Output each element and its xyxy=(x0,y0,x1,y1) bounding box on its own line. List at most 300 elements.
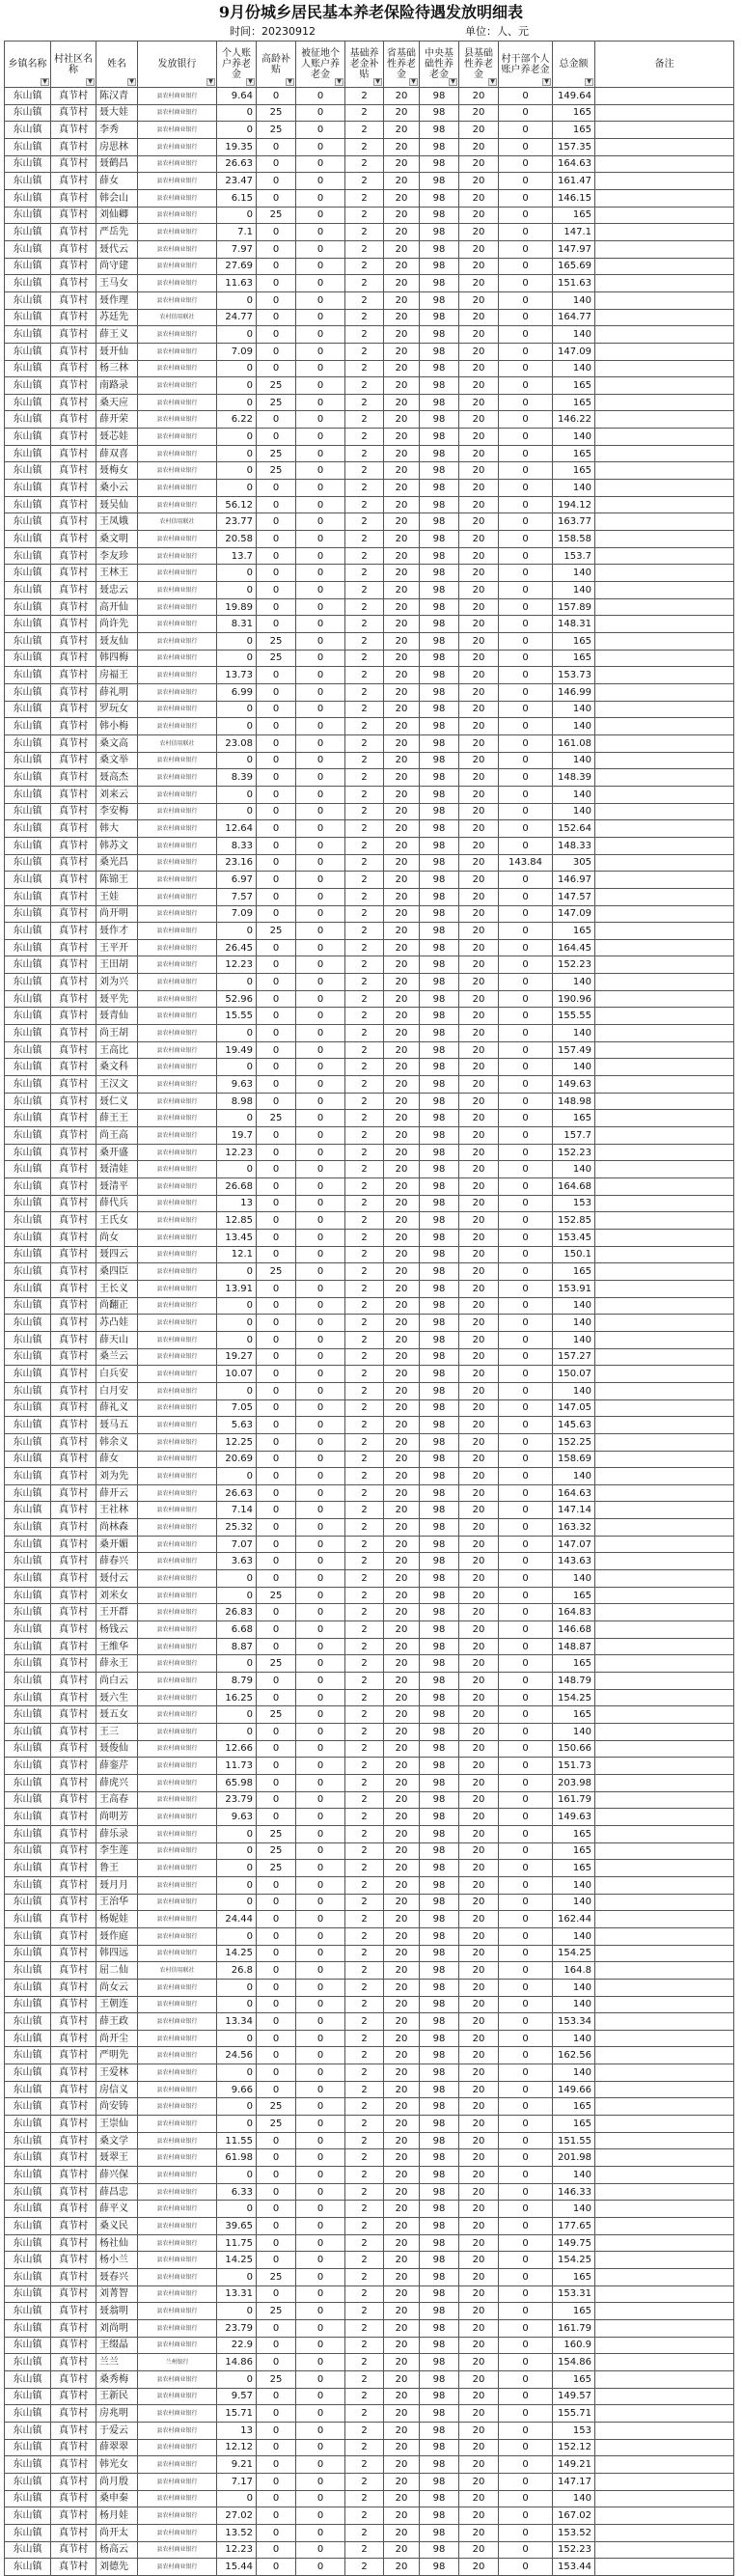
table-cell: 2 xyxy=(345,1689,384,1706)
table-cell: 0 xyxy=(499,343,553,360)
table-cell: 2 xyxy=(345,1263,384,1281)
table-cell: 20 xyxy=(384,1604,420,1621)
table-row xyxy=(5,2201,734,2218)
table-cell: 真节村 xyxy=(51,2047,96,2064)
table-cell: 东山镇 xyxy=(5,1246,51,1263)
table-row xyxy=(5,718,734,735)
table-cell: 0 xyxy=(296,650,345,667)
table-cell: 真节村 xyxy=(51,1519,96,1537)
table-cell: 15.44 xyxy=(217,2559,257,2576)
table-cell: 98 xyxy=(420,155,459,173)
table-cell: 真节村 xyxy=(51,343,96,360)
table-cell: 20 xyxy=(459,2013,499,2031)
table-cell: 20 xyxy=(384,1110,420,1127)
table-cell: 县农村商业银行 xyxy=(138,2030,217,2047)
table-row xyxy=(5,429,734,446)
table-cell: 0 xyxy=(217,1842,257,1860)
table-cell xyxy=(595,2541,734,2559)
table-cell: 25 xyxy=(257,377,296,395)
table-cell: 0 xyxy=(296,616,345,633)
table-cell: 薛春兴 xyxy=(96,1553,138,1570)
filter-dropdown-icon[interactable]: ▼ xyxy=(542,78,551,86)
table-cell: 0 xyxy=(217,122,257,139)
table-cell: 东山镇 xyxy=(5,2370,51,2388)
filter-dropdown-icon[interactable]: ▼ xyxy=(488,78,497,86)
table-cell: 2 xyxy=(345,496,384,513)
table-cell: 0 xyxy=(257,547,296,565)
table-cell: 148.87 xyxy=(553,1638,595,1655)
table-cell: 2 xyxy=(345,803,384,820)
table-cell: 东山镇 xyxy=(5,1724,51,1741)
table-row xyxy=(5,1519,734,1537)
table-cell: 20 xyxy=(384,1433,420,1451)
table-row xyxy=(5,1758,734,1775)
table-cell: 东山镇 xyxy=(5,309,51,326)
table-cell: 刘尚明 xyxy=(96,2319,138,2337)
table-cell: 真节村 xyxy=(51,1774,96,1791)
table-cell: 罗玩女 xyxy=(96,701,138,718)
table-cell: 0 xyxy=(257,2422,296,2439)
table-cell: 149.63 xyxy=(553,1809,595,1826)
table-cell: 98 xyxy=(420,837,459,854)
table-cell: 0 xyxy=(257,1178,296,1196)
table-cell: 0 xyxy=(296,88,345,105)
table-cell: 20 xyxy=(384,1536,420,1553)
table-cell: 聂翠王 xyxy=(96,2149,138,2167)
table-cell: 真节村 xyxy=(51,1144,96,1161)
table-cell: 20 xyxy=(384,1076,420,1094)
table-cell xyxy=(595,2183,734,2201)
table-cell: 0 xyxy=(499,1263,553,1281)
table-cell: 20 xyxy=(459,2559,499,2576)
table-cell: 20 xyxy=(384,2218,420,2235)
table-cell: 杨高云 xyxy=(96,2541,138,2559)
table-cell: 0 xyxy=(499,462,553,480)
table-row xyxy=(5,990,734,1008)
table-cell: 0 xyxy=(257,309,296,326)
table-cell: 20 xyxy=(384,1621,420,1639)
table-cell: 县农村商业银行 xyxy=(138,1451,217,1468)
table-cell: 98 xyxy=(420,1468,459,1485)
table-cell xyxy=(595,956,734,974)
table-cell: 县农村商业银行 xyxy=(138,2422,217,2439)
table-cell: 165 xyxy=(553,650,595,667)
table-cell: 0 xyxy=(296,1246,345,1263)
table-cell: 县农村商业银行 xyxy=(138,411,217,429)
table-cell: 0 xyxy=(499,752,553,769)
table-cell: 140 xyxy=(553,1894,595,1911)
table-cell: 聂大娃 xyxy=(96,104,138,122)
table-cell: 0 xyxy=(217,1996,257,2013)
table-cell: 0 xyxy=(257,2541,296,2559)
table-cell: 27.69 xyxy=(217,258,257,275)
table-cell: 98 xyxy=(420,2234,459,2252)
table-cell: 2 xyxy=(345,173,384,190)
table-cell: 157.7 xyxy=(553,1127,595,1145)
table-cell: 0 xyxy=(499,1996,553,2013)
table-cell: 20 xyxy=(384,1417,420,1434)
table-cell: 苏廷先 xyxy=(96,309,138,326)
table-cell: 98 xyxy=(420,2149,459,2167)
table-cell: 20 xyxy=(384,1399,420,1417)
table-cell: 0 xyxy=(257,786,296,803)
table-cell: 20 xyxy=(384,173,420,190)
table-cell: 140 xyxy=(553,974,595,991)
table-cell: 2 xyxy=(345,2370,384,2388)
table-cell: 7.09 xyxy=(217,343,257,360)
table-row xyxy=(5,1246,734,1263)
table-cell xyxy=(595,1673,734,1690)
table-cell: 王汉文 xyxy=(96,1076,138,1094)
table-cell: 东山镇 xyxy=(5,1195,51,1212)
table-cell: 县农村商业银行 xyxy=(138,1178,217,1196)
table-cell: 2 xyxy=(345,513,384,531)
table-cell: 20 xyxy=(459,1689,499,1706)
table-cell: 0 xyxy=(257,88,296,105)
table-cell xyxy=(595,1809,734,1826)
table-cell xyxy=(595,1178,734,1196)
filter-dropdown-icon[interactable]: ▼ xyxy=(86,78,95,86)
table-cell: 20 xyxy=(459,343,499,360)
table-cell: 东山镇 xyxy=(5,1860,51,1877)
table-cell: 县农村商业银行 xyxy=(138,905,217,923)
table-cell: 25 xyxy=(257,1825,296,1842)
table-cell xyxy=(595,905,734,923)
table-cell: 98 xyxy=(420,2490,459,2507)
table-cell xyxy=(595,462,734,480)
table-cell: 县农村商业银行 xyxy=(138,1740,217,1758)
table-cell: 2 xyxy=(345,1110,384,1127)
table-cell: 20 xyxy=(459,820,499,838)
table-cell: 县农村商业银行 xyxy=(138,1911,217,1928)
table-cell: 147.1 xyxy=(553,224,595,241)
table-cell: 县农村商业银行 xyxy=(138,598,217,616)
table-cell: 东山镇 xyxy=(5,956,51,974)
table-cell: 0 xyxy=(296,2541,345,2559)
filter-dropdown-icon[interactable]: ▼ xyxy=(373,78,382,86)
table-cell: 真节村 xyxy=(51,718,96,735)
table-cell: 0 xyxy=(296,2013,345,2031)
table-cell: 98 xyxy=(420,1399,459,1417)
table-cell: 0 xyxy=(499,326,553,344)
table-cell: 0 xyxy=(296,1025,345,1042)
table-cell: 2 xyxy=(345,1025,384,1042)
table-row xyxy=(5,1144,734,1161)
table-cell: 0 xyxy=(217,1161,257,1178)
table-cell: 20 xyxy=(384,820,420,838)
table-cell: 2 xyxy=(345,1246,384,1263)
date-label: 时间：20230912 xyxy=(230,25,316,38)
table-cell: 县农村商业银行 xyxy=(138,547,217,565)
table-cell: 刘米女 xyxy=(96,1587,138,1604)
column-header-label: 姓名 xyxy=(107,59,126,69)
table-cell: 5.63 xyxy=(217,1417,257,1434)
table-row xyxy=(5,2559,734,2576)
table-cell: 158.58 xyxy=(553,531,595,548)
table-cell: 真节村 xyxy=(51,939,96,956)
table-cell: 98 xyxy=(420,1724,459,1741)
table-cell: 20 xyxy=(384,88,420,105)
table-cell: 0 xyxy=(499,820,553,838)
table-cell: 0 xyxy=(296,1399,345,1417)
table-cell: 0 xyxy=(296,2047,345,2064)
table-cell: 0 xyxy=(257,1280,296,1297)
filter-dropdown-icon[interactable]: ▼ xyxy=(41,78,49,86)
table-cell: 164.83 xyxy=(553,1604,595,1621)
table-cell: 0 xyxy=(217,1979,257,1996)
table-cell: 真节村 xyxy=(51,2370,96,2388)
table-cell: 县农村商业银行 xyxy=(138,1860,217,1877)
table-cell: 20 xyxy=(459,990,499,1008)
filter-dropdown-icon[interactable]: ▼ xyxy=(206,78,215,86)
table-cell: 真节村 xyxy=(51,2354,96,2371)
table-cell: 0 xyxy=(499,480,553,497)
table-cell: 0 xyxy=(499,582,553,599)
table-cell: 25 xyxy=(257,633,296,651)
table-cell: 聂吴仙 xyxy=(96,496,138,513)
table-cell: 0 xyxy=(257,1144,296,1161)
table-cell: 0 xyxy=(296,513,345,531)
table-cell: 0 xyxy=(257,2064,296,2082)
table-cell: 真节村 xyxy=(51,429,96,446)
table-cell: 东山镇 xyxy=(5,138,51,155)
table-cell: 162.44 xyxy=(553,1911,595,1928)
table-cell: 153.52 xyxy=(553,2524,595,2541)
table-cell: 0 xyxy=(499,2132,553,2149)
table-cell xyxy=(595,1706,734,1724)
table-row xyxy=(5,1433,734,1451)
table-cell: 20 xyxy=(459,1553,499,1570)
table-cell: 真节村 xyxy=(51,2456,96,2474)
table-cell: 0 xyxy=(257,2047,296,2064)
table-cell: 157.89 xyxy=(553,598,595,616)
table-cell: 154.25 xyxy=(553,2252,595,2269)
table-cell: 真节村 xyxy=(51,1059,96,1076)
table-cell: 2 xyxy=(345,2116,384,2133)
table-cell: 真节村 xyxy=(51,956,96,974)
table-row xyxy=(5,752,734,769)
table-cell: 0 xyxy=(257,224,296,241)
table-cell: 0 xyxy=(499,1008,553,1025)
filter-dropdown-icon[interactable]: ▼ xyxy=(286,78,294,86)
table-cell: 2 xyxy=(345,1484,384,1502)
table-cell: 东山镇 xyxy=(5,2047,51,2064)
table-row xyxy=(5,1366,734,1383)
filter-dropdown-icon[interactable]: ▼ xyxy=(335,78,344,86)
table-cell xyxy=(595,122,734,139)
table-cell: 县农村商业银行 xyxy=(138,1127,217,1145)
table-cell xyxy=(595,155,734,173)
table-cell: 0 xyxy=(257,1876,296,1894)
table-cell xyxy=(595,2132,734,2149)
table-cell: 真节村 xyxy=(51,1655,96,1673)
table-cell: 25 xyxy=(257,2116,296,2133)
table-cell: 县农村商业银行 xyxy=(138,2405,217,2423)
table-cell xyxy=(595,2370,734,2388)
table-cell: 0 xyxy=(499,718,553,735)
table-cell: 6.33 xyxy=(217,2183,257,2201)
table-cell: 0 xyxy=(499,2370,553,2388)
table-cell: 0 xyxy=(257,939,296,956)
table-cell: 0 xyxy=(257,2405,296,2423)
table-cell: 20 xyxy=(384,155,420,173)
filter-dropdown-icon[interactable]: ▼ xyxy=(409,78,418,86)
table-cell: 0 xyxy=(296,1263,345,1281)
table-cell: 6.97 xyxy=(217,872,257,889)
table-cell: 0 xyxy=(499,309,553,326)
table-cell: 东山镇 xyxy=(5,1809,51,1826)
table-cell: 真节村 xyxy=(51,734,96,752)
table-cell: 0 xyxy=(257,1774,296,1791)
table-cell: 房兆明 xyxy=(96,2405,138,2423)
table-cell: 20 xyxy=(459,1382,499,1399)
table-cell: 20 xyxy=(459,88,499,105)
table-cell: 县农村商业银行 xyxy=(138,769,217,787)
table-cell: 20 xyxy=(459,1178,499,1196)
table-cell: 0 xyxy=(499,1740,553,1758)
table-cell xyxy=(595,1366,734,1383)
table-cell: 20 xyxy=(384,496,420,513)
table-cell: 20 xyxy=(384,888,420,905)
table-cell: 县农村商业银行 xyxy=(138,1502,217,1519)
table-row xyxy=(5,2303,734,2320)
filter-dropdown-icon[interactable]: ▼ xyxy=(449,78,457,86)
table-cell: 20 xyxy=(384,2285,420,2303)
table-cell: 0 xyxy=(499,1433,553,1451)
table-cell: 2 xyxy=(345,1519,384,1537)
table-cell: 0 xyxy=(499,291,553,309)
table-cell: 98 xyxy=(420,1178,459,1196)
table-cell: 20 xyxy=(459,2541,499,2559)
table-cell: 0 xyxy=(499,104,553,122)
table-cell: 9.21 xyxy=(217,2456,257,2474)
table-cell: 0 xyxy=(499,1382,553,1399)
table-cell: 真节村 xyxy=(51,411,96,429)
table-cell: 县农村商业银行 xyxy=(138,2183,217,2201)
table-cell: 尚明芳 xyxy=(96,1809,138,1826)
table-cell: 98 xyxy=(420,667,459,684)
table-cell: 县农村商业银行 xyxy=(138,1791,217,1809)
table-cell: 0 xyxy=(499,445,553,462)
table-cell: 6.99 xyxy=(217,683,257,701)
table-cell: 县农村商业银行 xyxy=(138,2234,217,2252)
filter-dropdown-icon[interactable]: ▼ xyxy=(246,78,255,86)
table-cell: 0 xyxy=(257,2507,296,2525)
table-cell: 于爱云 xyxy=(96,2422,138,2439)
table-cell: 0 xyxy=(296,1008,345,1025)
table-cell: 145.63 xyxy=(553,1417,595,1434)
table-cell: 真节村 xyxy=(51,2439,96,2456)
table-cell: 0 xyxy=(257,1297,296,1315)
table-row xyxy=(5,480,734,497)
table-cell: 0 xyxy=(257,1791,296,1809)
table-cell: 20 xyxy=(459,1280,499,1297)
table-cell: 0 xyxy=(499,547,553,565)
column-header xyxy=(595,42,734,88)
table-cell: 县农村商业银行 xyxy=(138,1212,217,1230)
table-cell: 23.47 xyxy=(217,173,257,190)
table-cell: 20 xyxy=(384,956,420,974)
table-cell: 165 xyxy=(553,445,595,462)
table-cell: 真节村 xyxy=(51,513,96,531)
table-cell: 20 xyxy=(384,258,420,275)
table-cell: 0 xyxy=(499,1366,553,1383)
table-cell: 聂四云 xyxy=(96,1246,138,1263)
table-cell: 98 xyxy=(420,769,459,787)
table-cell: 20 xyxy=(459,598,499,616)
table-cell: 2 xyxy=(345,429,384,446)
table-cell: 0 xyxy=(296,2098,345,2116)
table-cell: 真节村 xyxy=(51,1331,96,1348)
table-cell: 98 xyxy=(420,2013,459,2031)
table-cell: 0 xyxy=(296,1536,345,1553)
table-cell: 20 xyxy=(459,2524,499,2541)
table-cell: 真节村 xyxy=(51,1366,96,1383)
filter-dropdown-icon[interactable]: ▼ xyxy=(127,78,136,86)
table-cell: 0 xyxy=(257,1212,296,1230)
table-cell: 0 xyxy=(499,2337,553,2354)
table-cell: 杨小兰 xyxy=(96,2252,138,2269)
table-cell: 聂芯娃 xyxy=(96,429,138,446)
table-cell: 0 xyxy=(499,1809,553,1826)
table-cell: 20 xyxy=(384,1195,420,1212)
table-cell: 0 xyxy=(499,207,553,224)
filter-dropdown-icon[interactable]: ▼ xyxy=(585,78,593,86)
table-cell: 20 xyxy=(459,309,499,326)
table-cell: 0 xyxy=(217,786,257,803)
unit-label: 单位：人、元 xyxy=(465,25,529,38)
table-cell: 0 xyxy=(257,1366,296,1383)
table-cell: 20 xyxy=(384,2047,420,2064)
table-cell: 东山镇 xyxy=(5,2559,51,2576)
table-row xyxy=(5,496,734,513)
table-cell: 薛王政 xyxy=(96,2013,138,2031)
table-cell: 157.27 xyxy=(553,1348,595,1366)
table-cell: 0 xyxy=(217,429,257,446)
table-cell: 0 xyxy=(296,2337,345,2354)
table-cell: 2 xyxy=(345,990,384,1008)
table-cell: 0 xyxy=(257,1553,296,1570)
table-cell: 20 xyxy=(384,1263,420,1281)
table-cell: 聂作理 xyxy=(96,291,138,309)
table-cell: 兰州银行 xyxy=(138,2354,217,2371)
table-cell: 真节村 xyxy=(51,1979,96,1996)
table-cell xyxy=(595,1212,734,1230)
table-cell: 25 xyxy=(257,650,296,667)
table-cell: 26.8 xyxy=(217,1962,257,1980)
table-cell: 韩余义 xyxy=(96,1433,138,1451)
table-cell: 0 xyxy=(499,1825,553,1842)
table-cell: 县农村商业银行 xyxy=(138,1229,217,1246)
table-cell: 韩大 xyxy=(96,820,138,838)
table-cell: 20 xyxy=(459,786,499,803)
table-cell: 98 xyxy=(420,429,459,446)
table-cell: 县农村商业银行 xyxy=(138,2490,217,2507)
table-cell: 0 xyxy=(257,837,296,854)
table-cell: 0 xyxy=(499,1638,553,1655)
table-cell: 2 xyxy=(345,1076,384,1094)
table-cell xyxy=(595,138,734,155)
table-cell: 20 xyxy=(459,1246,499,1263)
table-cell: 20 xyxy=(459,2081,499,2098)
table-cell: 2 xyxy=(345,888,384,905)
table-cell: 县农村商业银行 xyxy=(138,1161,217,1178)
table-cell: 20 xyxy=(459,2269,499,2286)
table-cell xyxy=(595,1894,734,1911)
table-cell: 2 xyxy=(345,547,384,565)
table-cell: 真节村 xyxy=(51,2524,96,2541)
table-cell: 98 xyxy=(420,734,459,752)
